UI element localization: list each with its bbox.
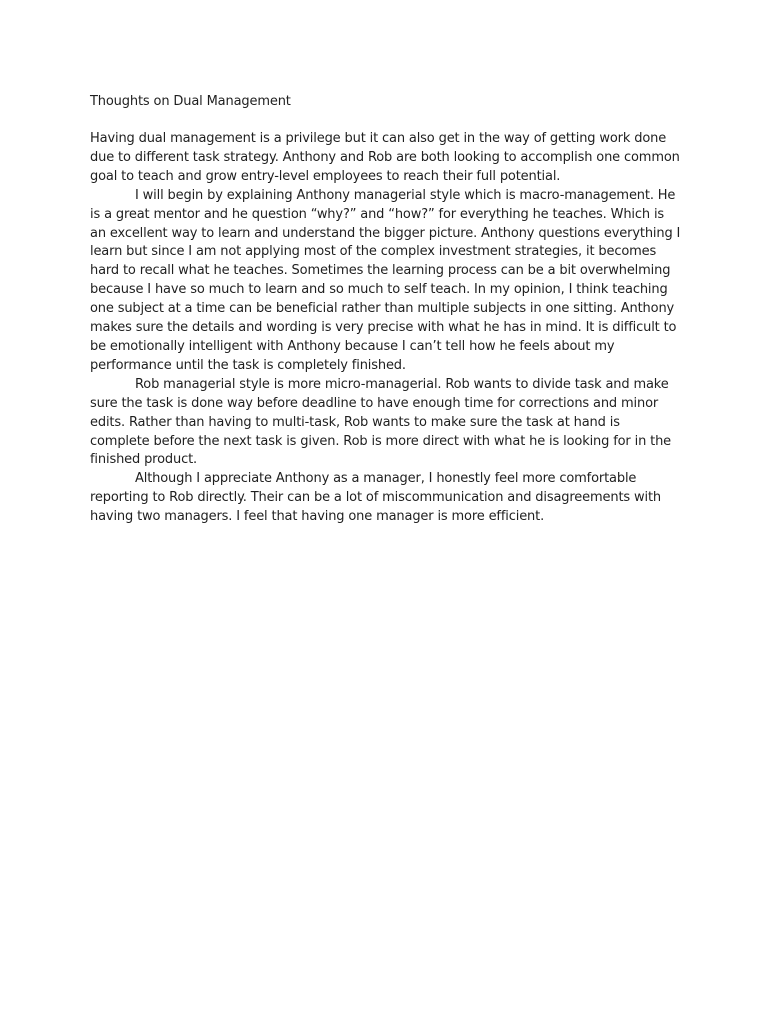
paragraph-rob: Rob managerial style is more micro-managerial. Rob wants to divide task and make sure the task is done way before deadline to have enough time for corrections and minor edits. Rather than having to multi-task, Rob wants to make sure the task at hand is complete before the next task is given. Rob is more direct with what he is looking for in the finished product. bbox=[90, 376, 672, 468]
document-body bbox=[90, 92, 682, 527]
paragraph-conclusion: Although I appreciate Anthony as a manager, I honestly feel more comfortable reporting to Rob directly. Their can be a lot of miscommunication and disagreements with having two managers. I feel that having one manager is more efficient. bbox=[90, 471, 661, 525]
paragraph-intro: Having dual management is a privilege but it can also get in the way of getting work done due to different task strategy. Anthony and Rob are both looking to accomplish one common goal to teach and grow entry-level employees to reach their full potential. bbox=[90, 131, 680, 184]
document-title: Thoughts on Dual Management bbox=[90, 94, 291, 109]
paragraph-anthony: I will begin by explaining Anthony managerial style which is macro-management. He is a great mentor and he question “why?” and “how?” for everything he teaches. Which is an excellent way to learn and understand the bigger picture. Anthony questions everything I learn but since I am not applying most of the complex investment strategies, it becomes hard to recall what he teaches. Sometimes the learning process can be a bit overwhelming because I have so much to learn and so much to self teach. In my opinion, I think teaching one subject at a time can be beneficial rather than multiple subjects in one sitting. Anthony makes sure the details and wording is very precise with what he has in mind. It is difficult to be emotionally intelligent with Anthony because I can’t tell how he feels about my performance until the task is completely finished. bbox=[90, 187, 681, 373]
